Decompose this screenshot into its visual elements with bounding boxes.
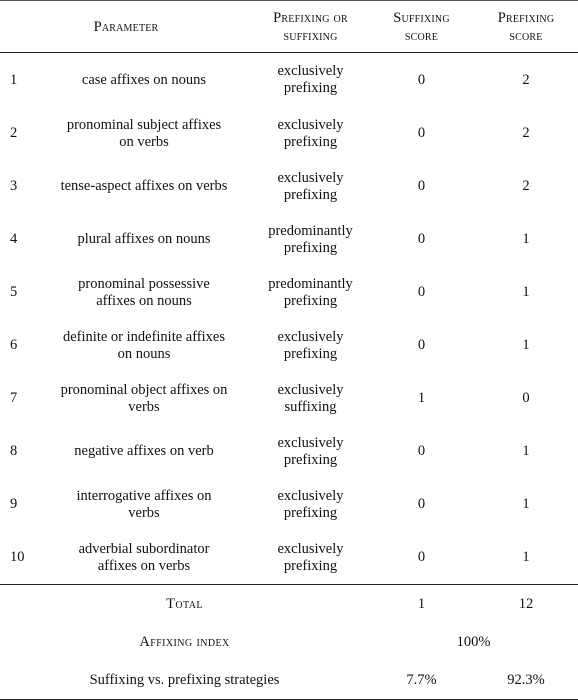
header-parameter-label: Parameter (93, 18, 159, 35)
row-number-text: 10 (10, 549, 25, 565)
summary-rows (0, 585, 578, 700)
parameter-cell (36, 478, 252, 531)
row-number-text: 6 (10, 337, 18, 353)
table-row (0, 160, 578, 213)
parameter-line2: affixes on verbs (97, 557, 191, 574)
strategies-row (0, 661, 578, 700)
prefix-score: 1 (522, 443, 530, 459)
type-line2: prefixing (283, 451, 338, 468)
header-suffix-line2: score (404, 27, 439, 44)
type-line1: predominantly (268, 275, 353, 292)
type-cell (252, 425, 369, 478)
prefix-score-cell (474, 213, 578, 266)
affixing-index-label: Affixing index (139, 633, 230, 650)
table-row (0, 213, 578, 266)
parameter-line1: pronominal subject affixes (66, 116, 222, 133)
row-number (0, 319, 36, 372)
type-line1: exclusively (277, 116, 344, 133)
type-line2: prefixing (283, 292, 338, 309)
type-line2: prefixing (283, 186, 338, 203)
row-number (0, 160, 36, 213)
parameter-line2: verbs (128, 398, 160, 415)
parameter-line1: adverbial subordinator (78, 540, 210, 557)
suffix-score-cell (369, 107, 474, 160)
header-prefix-line1: Prefixing (497, 9, 555, 26)
row-number-text: 2 (10, 125, 18, 141)
type-line1: exclusively (277, 169, 344, 186)
table-row (0, 478, 578, 531)
suffix-score-cell (369, 425, 474, 478)
total-prefix-score: 12 (518, 595, 534, 612)
parameter-cell (36, 319, 252, 372)
parameter-cell (36, 53, 252, 108)
suffix-score: 0 (417, 337, 426, 353)
header-prefix-line2: score (509, 27, 543, 44)
row-number-text: 5 (10, 284, 18, 300)
total-suffix-score: 1 (417, 595, 426, 612)
type-line1: exclusively (277, 487, 344, 504)
row-number-text: 7 (10, 390, 18, 406)
row-number (0, 425, 36, 478)
parameter-line2: affixes on nouns (96, 292, 192, 309)
suffix-score-cell (369, 372, 474, 425)
total-row (0, 585, 578, 624)
table-row (0, 107, 578, 160)
suffix-score: 1 (417, 390, 426, 406)
parameter-line1: case affixes on nouns (81, 71, 207, 88)
type-cell (252, 531, 369, 585)
row-number (0, 213, 36, 266)
type-line1: exclusively (277, 540, 344, 557)
type-line1: predominantly (268, 222, 353, 239)
type-line2: suffixing (284, 398, 337, 415)
type-cell (252, 372, 369, 425)
type-line2: prefixing (283, 133, 338, 150)
header-suffix-line1: Suffixing (393, 9, 450, 26)
row-number-text: 4 (10, 231, 18, 247)
suffix-score: 0 (417, 71, 426, 88)
table-row (0, 425, 578, 478)
strategies-prefix-pct: 92.3% (507, 671, 545, 688)
row-number-text: 3 (10, 178, 18, 194)
header-type-line1: Prefixing or (273, 9, 348, 26)
suffix-score-cell (369, 478, 474, 531)
suffix-score-cell (369, 53, 474, 108)
parameter-line1: pronominal object affixes on (60, 381, 228, 398)
table-row (0, 372, 578, 425)
suffix-score: 0 (417, 178, 426, 194)
parameter-line1: tense-aspect affixes on verbs (60, 178, 228, 194)
header-prefixing-or-suffixing (252, 1, 369, 53)
prefix-score-cell (474, 425, 578, 478)
type-line1: exclusively (277, 381, 344, 398)
parameter-line1: plural affixes on nouns (77, 231, 211, 247)
table-row (0, 531, 578, 585)
suffix-score: 0 (417, 125, 426, 141)
parameter-cell (36, 266, 252, 319)
type-line2: prefixing (283, 557, 338, 574)
row-number-text: 1 (10, 71, 18, 88)
suffix-score-cell (369, 531, 474, 585)
prefix-score-cell (474, 319, 578, 372)
row-number (0, 107, 36, 160)
type-line1: exclusively (277, 328, 344, 345)
suffix-score-cell (369, 266, 474, 319)
suffix-score: 0 (417, 231, 426, 247)
prefix-score-cell (474, 53, 578, 108)
type-cell (252, 53, 369, 108)
header-parameter (0, 1, 252, 53)
header-type-line2: suffixing (283, 27, 338, 44)
type-line1: exclusively (277, 63, 344, 79)
parameter-line2: on nouns (117, 345, 171, 362)
type-cell (252, 107, 369, 160)
table-row (0, 319, 578, 372)
header-suffixing-score (369, 1, 474, 53)
suffix-score: 0 (417, 443, 426, 459)
suffix-score: 0 (417, 549, 426, 565)
row-number-text: 9 (10, 496, 18, 512)
prefix-score: 1 (522, 231, 530, 247)
prefix-score-cell (474, 372, 578, 425)
type-cell (252, 319, 369, 372)
prefix-score-cell (474, 266, 578, 319)
suffix-score-cell (369, 213, 474, 266)
row-number (0, 531, 36, 585)
row-number (0, 478, 36, 531)
row-number-text: 8 (10, 443, 18, 459)
parameter-cell (36, 531, 252, 585)
table-header (0, 1, 578, 53)
prefix-score: 1 (522, 284, 530, 300)
type-line2: prefixing (283, 504, 338, 521)
row-number (0, 53, 36, 108)
parameter-line1: definite or indefinite affixes (63, 328, 225, 345)
parameter-rows (0, 53, 578, 585)
prefix-score-cell (474, 478, 578, 531)
prefix-score: 2 (522, 178, 530, 194)
type-line2: prefixing (283, 239, 338, 256)
prefix-score-cell (474, 107, 578, 160)
strategies-label: Suffixing vs. prefixing strategies (89, 671, 280, 688)
suffix-score-cell (369, 160, 474, 213)
parameter-line2: verbs (128, 504, 160, 521)
parameter-cell (36, 372, 252, 425)
parameter-line1: pronominal possessive (78, 275, 210, 292)
type-cell (252, 478, 369, 531)
row-number (0, 266, 36, 319)
type-line2: prefixing (283, 80, 338, 96)
total-label: Total (166, 595, 203, 612)
table-row (0, 266, 578, 319)
prefix-score: 2 (522, 125, 530, 141)
parameter-line2: on verbs (119, 133, 169, 150)
parameter-line1: interrogative affixes on (76, 487, 212, 504)
prefix-score: 0 (522, 390, 530, 406)
type-cell (252, 160, 369, 213)
affixing-index-row (0, 623, 578, 661)
prefix-score: 1 (522, 337, 530, 353)
parameter-cell (36, 425, 252, 478)
row-number (0, 372, 36, 425)
parameter-cell (36, 213, 252, 266)
parameter-line1: negative affixes on verb (74, 443, 214, 459)
type-cell (252, 213, 369, 266)
parameter-cell (36, 160, 252, 213)
prefix-score: 2 (522, 71, 530, 88)
prefix-score: 1 (522, 549, 530, 565)
header-prefixing-score (474, 1, 578, 53)
type-cell (252, 266, 369, 319)
suffix-score: 0 (417, 284, 426, 300)
parameter-cell (36, 107, 252, 160)
strategies-suffix-pct: 7.7% (406, 671, 437, 688)
type-line2: prefixing (283, 345, 338, 362)
prefix-score-cell (474, 160, 578, 213)
prefix-score: 1 (522, 496, 530, 512)
table-row (0, 53, 578, 108)
type-line1: exclusively (277, 434, 344, 451)
suffix-score: 0 (417, 496, 426, 512)
prefix-score-cell (474, 531, 578, 585)
suffix-score-cell (369, 319, 474, 372)
affixing-index-value: 100% (456, 633, 491, 650)
